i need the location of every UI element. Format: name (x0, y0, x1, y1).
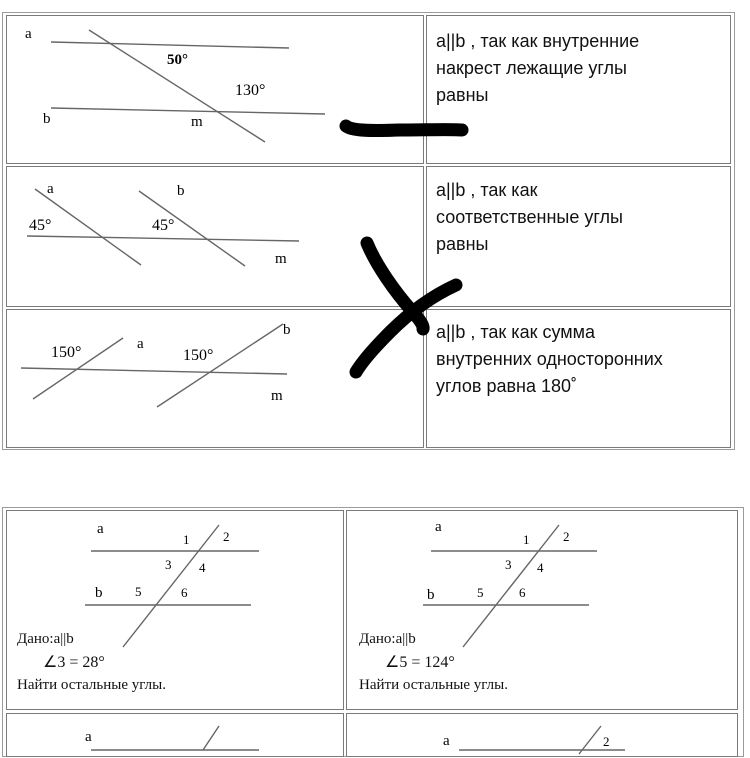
label-a: a (47, 181, 54, 197)
angle-3: 3 (505, 557, 512, 572)
label-b: b (283, 322, 291, 338)
label-a: a (25, 26, 32, 42)
angle-5: 5 (135, 584, 142, 599)
angle-1: 1 (523, 532, 530, 547)
label-a: a (137, 336, 144, 352)
statement-3-line-1: a||b , так как сумма (436, 322, 596, 342)
task-cell-4 (346, 713, 738, 757)
angle-label-1: 45° (29, 217, 52, 234)
angle-6: 6 (181, 585, 188, 600)
condition-2: ∠5 = 124° (385, 654, 455, 671)
statement-1-line-1: a||b , так как внутренние (436, 31, 640, 51)
label-a: a (435, 519, 442, 535)
angle-6: 6 (519, 585, 526, 600)
angle-1: 1 (183, 532, 190, 547)
label-b: b (427, 587, 435, 603)
statement-2-line-3: равны (436, 234, 489, 254)
statement-3-line-3: углов равна 180˚ (436, 376, 578, 396)
statement-1-line-3: равны (436, 85, 489, 105)
label-a: a (85, 729, 92, 745)
condition-1: ∠3 = 28° (43, 654, 105, 671)
label-b: b (177, 183, 185, 199)
angle-4: 4 (537, 560, 544, 575)
task-2: Найти остальные углы. (359, 677, 508, 693)
label-m: m (275, 251, 287, 267)
angle-label-2: 45° (152, 217, 175, 234)
task-1: Найти остальные углы. (17, 677, 166, 693)
angle-3: 3 (165, 557, 172, 572)
task-cell-2 (346, 510, 738, 710)
label-m: m (271, 388, 283, 404)
label-a: a (97, 521, 104, 537)
given-2: Дано:a||b (359, 631, 416, 647)
statement-1-line-2: накрест лежащие углы (436, 58, 627, 78)
task-figure-3 (7, 714, 345, 758)
statement-2-line-2: соответственные углы (436, 207, 623, 227)
label-b: b (95, 585, 103, 601)
angle-label-1: 150° (51, 344, 82, 361)
task-figure-4 (347, 714, 739, 758)
angle-label-1: 50° (167, 52, 188, 68)
given-1: Дано:a||b (17, 631, 74, 647)
angle-label-2: 150° (183, 347, 214, 364)
label-m: m (191, 114, 203, 130)
task-cell-1 (6, 510, 344, 710)
angle-2: 2 (603, 734, 610, 749)
transversal (203, 726, 219, 750)
dash-mark (346, 126, 462, 131)
angle-2: 2 (563, 529, 570, 544)
statement-3-line-2: внутренних односторонних (436, 349, 663, 369)
task-1-text (17, 628, 166, 697)
angle-4: 4 (199, 560, 206, 575)
label-b: b (43, 111, 51, 127)
angle-label-2: 130° (235, 82, 266, 99)
label-a: a (443, 733, 450, 749)
task-cell-3 (6, 713, 344, 757)
angle-5: 5 (477, 585, 484, 600)
task-2-text (359, 628, 508, 697)
angle-2: 2 (223, 529, 230, 544)
statement-2-line-1: a||b , так как (436, 180, 538, 200)
